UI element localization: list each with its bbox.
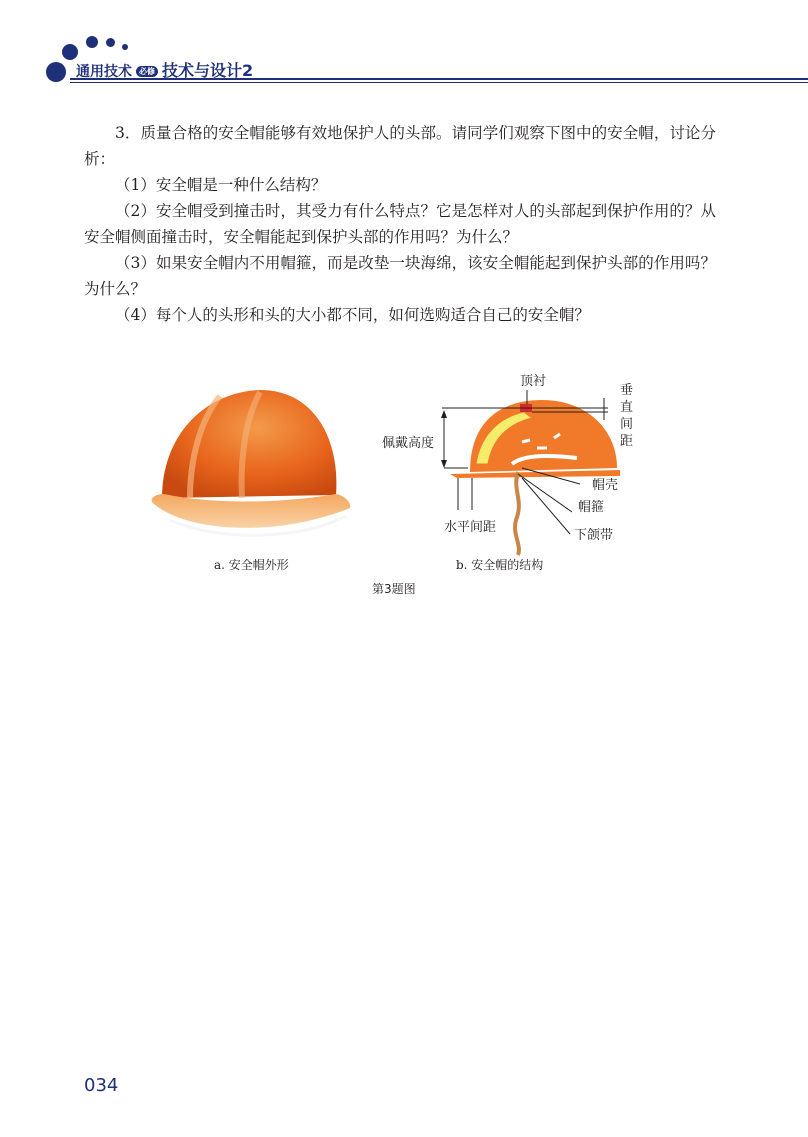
question-item: （4）每个人的头形和头的大小都不同，如何选购适合自己的安全帽？	[115, 306, 590, 324]
helmet-exterior-image	[150, 380, 360, 560]
label-shell: 帽壳	[592, 478, 619, 493]
label-vertical-gap: 垂直间距	[620, 383, 634, 449]
book-series: 通用技术	[76, 64, 132, 80]
decor-dot	[86, 36, 98, 48]
decor-dot	[46, 62, 66, 82]
label-headband: 帽箍	[578, 500, 605, 515]
question-text: 3．质量合格的安全帽能够有效地保护人的头部。请同学们观察下图中的安全帽，讨论分析：	[84, 124, 716, 168]
caption-a: a. 安全帽外形	[214, 558, 289, 572]
figure-title: 第3题图	[372, 582, 416, 596]
figure	[150, 360, 670, 600]
label-top-liner: 顶衬	[520, 374, 547, 389]
question-item: （3）如果安全帽内不用帽箍，而是改垫一块海绵，该安全帽能起到保护头部的作用吗？为什么？	[84, 254, 716, 298]
decor-dot	[122, 44, 128, 50]
header-rule	[70, 82, 808, 83]
label-chin-strap: 下颌带	[574, 528, 614, 543]
page-header	[0, 0, 808, 90]
required-badge: 必修	[136, 66, 158, 77]
question-block	[84, 120, 716, 328]
header-title	[76, 58, 253, 81]
label-horizontal-gap: 水平间距	[444, 520, 497, 535]
book-title: 技术与设计2	[162, 61, 254, 80]
question-item: （1）安全帽是一种什么结构？	[115, 176, 327, 194]
label-wearing-height: 佩戴高度	[382, 436, 435, 451]
question-item: （2）安全帽受到撞击时，其受力有什么特点？它是怎样对人的头部起到保护作用的？从安全帽侧面撞击时，安全帽能起到保护头部的作用吗？为什么？	[84, 202, 716, 246]
caption-b: b. 安全帽的结构	[456, 558, 544, 572]
decor-dot	[106, 38, 115, 47]
page-number: 034	[84, 1075, 119, 1096]
